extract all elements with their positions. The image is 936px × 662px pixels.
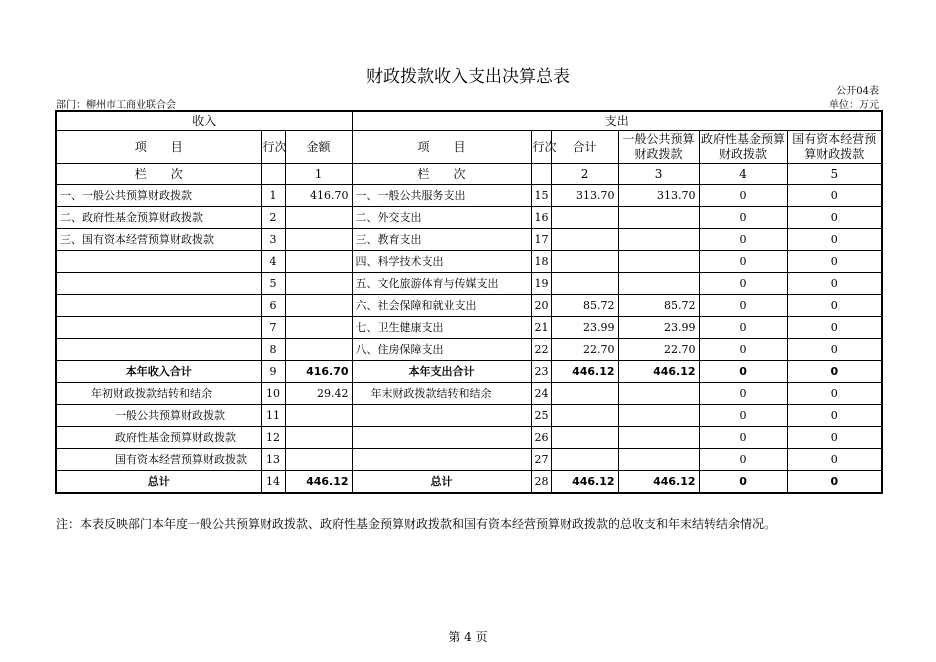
income-item-cell: 一、一般公共预算财政拨款: [56, 185, 261, 207]
page-number: 第 4 页: [448, 630, 488, 644]
total-header: 合计: [551, 131, 618, 164]
income-row-no-cell: 12: [261, 427, 285, 449]
budget-table: [55, 110, 883, 494]
table-row: [56, 207, 882, 229]
col-number-1: 1: [285, 164, 352, 185]
total-cell: [551, 251, 618, 273]
carryover-row: [56, 449, 882, 471]
income-item-cell: [56, 295, 261, 317]
expense-row-no-cell: 26: [531, 427, 551, 449]
income-row-no-cell: 1: [261, 185, 285, 207]
state-capital-cell: 0: [787, 405, 882, 427]
income-amount-cell: [285, 229, 352, 251]
income-amount-cell: 416.70: [285, 185, 352, 207]
expense-item-cell: 六、社会保障和就业支出: [352, 295, 531, 317]
gov-fund-cell: 0: [699, 361, 787, 383]
carryover-row: [56, 405, 882, 427]
expense-item-cell: 八、住房保障支出: [352, 339, 531, 361]
carryover-row: [56, 427, 882, 449]
total-cell: [551, 273, 618, 295]
income-amount-cell: 416.70: [285, 361, 352, 383]
state-capital-cell: 0: [787, 207, 882, 229]
general-budget-cell: [618, 273, 699, 295]
general-budget-cell: 446.12: [618, 361, 699, 383]
total-cell: 446.12: [551, 471, 618, 494]
total-cell: 85.72: [551, 295, 618, 317]
state-capital-cell: 0: [787, 471, 882, 494]
expense-row-no-cell: 18: [531, 251, 551, 273]
general-budget-cell: [618, 207, 699, 229]
total-cell: [551, 383, 618, 405]
state-capital-cell: 0: [787, 317, 882, 339]
total-cell: [551, 427, 618, 449]
income-amount-cell: [285, 339, 352, 361]
expense-header: 支出: [352, 111, 882, 131]
expense-row-no-cell: 15: [531, 185, 551, 207]
expense-item-cell: 七、卫生健康支出: [352, 317, 531, 339]
expense-row-no-cell: 28: [531, 471, 551, 494]
income-row-no-cell: 2: [261, 207, 285, 229]
total-cell: 446.12: [551, 361, 618, 383]
expense-row-no-cell: 20: [531, 295, 551, 317]
income-row-no-header: 行次: [261, 131, 285, 164]
table-row: [56, 251, 882, 273]
income-row-no-cell: 8: [261, 339, 285, 361]
expense-item-header: 项 目: [352, 131, 531, 164]
income-row-no-cell: 6: [261, 295, 285, 317]
state-capital-cell: 0: [787, 229, 882, 251]
income-amount-cell: [285, 273, 352, 295]
gov-fund-cell: 0: [699, 185, 787, 207]
table-row: [56, 273, 882, 295]
income-row-no-cell: 10: [261, 383, 285, 405]
amount-header: 金额: [285, 131, 352, 164]
general-budget-header: 一般公共预算财政拨款: [618, 131, 699, 164]
gov-fund-cell: 0: [699, 295, 787, 317]
income-item-cell: 国有资本经营预算财政拨款: [56, 449, 261, 471]
general-budget-cell: 22.70: [618, 339, 699, 361]
expense-row-no-cell: 25: [531, 405, 551, 427]
general-budget-cell: 446.12: [618, 471, 699, 494]
income-item-cell: [56, 273, 261, 295]
income-item-cell: 本年收入合计: [56, 361, 261, 383]
gov-fund-cell: 0: [699, 471, 787, 494]
column-label: 栏 次: [56, 164, 261, 185]
state-capital-cell: 0: [787, 339, 882, 361]
expense-item-cell: 总计: [352, 471, 531, 494]
total-cell: [551, 449, 618, 471]
annual-total-row: [56, 361, 882, 383]
col-number-2: 2: [551, 164, 618, 185]
expense-item-cell: 三、教育支出: [352, 229, 531, 251]
income-amount-cell: [285, 405, 352, 427]
expense-row-no-header: 行次: [531, 131, 551, 164]
income-item-cell: 总计: [56, 471, 261, 494]
state-capital-cell: 0: [787, 295, 882, 317]
income-item-cell: 二、政府性基金预算财政拨款: [56, 207, 261, 229]
column-label-2: 栏 次: [352, 164, 531, 185]
gov-fund-header: 政府性基金预算财政拨款: [699, 131, 787, 164]
expense-row-no-cell: 19: [531, 273, 551, 295]
state-capital-cell: 0: [787, 361, 882, 383]
total-cell: [551, 207, 618, 229]
expense-row-no-cell: 27: [531, 449, 551, 471]
gov-fund-cell: 0: [699, 207, 787, 229]
income-item-cell: 一般公共预算财政拨款: [56, 405, 261, 427]
income-amount-cell: [285, 449, 352, 471]
expense-item-cell: 四、科学技术支出: [352, 251, 531, 273]
col-number-4: 4: [699, 164, 787, 185]
expense-row-no-cell: 21: [531, 317, 551, 339]
general-budget-cell: [618, 229, 699, 251]
carryover-row: [56, 383, 882, 405]
expense-item-cell: [352, 405, 531, 427]
table-row: [56, 229, 882, 251]
income-item-cell: 三、国有资本经营预算财政拨款: [56, 229, 261, 251]
general-budget-cell: [618, 383, 699, 405]
general-budget-cell: [618, 427, 699, 449]
income-row-no-cell: 7: [261, 317, 285, 339]
col-number-5: 5: [787, 164, 882, 185]
expense-item-cell: 五、文化旅游体育与传媒支出: [352, 273, 531, 295]
general-budget-cell: 23.99: [618, 317, 699, 339]
section-header-row: [56, 111, 882, 131]
income-row-no-cell: 3: [261, 229, 285, 251]
expense-item-cell: 年末财政拨款结转和结余: [352, 383, 531, 405]
total-cell: [551, 229, 618, 251]
state-capital-header: 国有资本经营预算财政拨款: [787, 131, 882, 164]
table-row: [56, 339, 882, 361]
total-cell: [551, 405, 618, 427]
income-amount-cell: [285, 207, 352, 229]
income-item-cell: [56, 251, 261, 273]
income-row-no-cell: 4: [261, 251, 285, 273]
general-budget-cell: [618, 449, 699, 471]
gov-fund-cell: 0: [699, 229, 787, 251]
income-row-no-cell: 13: [261, 449, 285, 471]
expense-item-cell: 一、一般公共服务支出: [352, 185, 531, 207]
general-budget-cell: 85.72: [618, 295, 699, 317]
state-capital-cell: 0: [787, 427, 882, 449]
income-row-no-cell: 11: [261, 405, 285, 427]
state-capital-cell: 0: [787, 185, 882, 207]
gov-fund-cell: 0: [699, 405, 787, 427]
income-amount-cell: [285, 295, 352, 317]
expense-row-no-cell: 24: [531, 383, 551, 405]
income-row-no-cell: 5: [261, 273, 285, 295]
income-amount-cell: 29.42: [285, 383, 352, 405]
gov-fund-cell: 0: [699, 273, 787, 295]
income-header: 收入: [56, 111, 352, 131]
income-amount-cell: [285, 251, 352, 273]
gov-fund-cell: 0: [699, 317, 787, 339]
total-cell: 23.99: [551, 317, 618, 339]
expense-item-cell: 二、外交支出: [352, 207, 531, 229]
table-row: [56, 295, 882, 317]
unit-label: 单位：万元: [829, 100, 879, 111]
col-number-3: 3: [618, 164, 699, 185]
gov-fund-cell: 0: [699, 427, 787, 449]
state-capital-cell: 0: [787, 449, 882, 471]
income-amount-cell: [285, 317, 352, 339]
expense-item-cell: [352, 449, 531, 471]
total-cell: 313.70: [551, 185, 618, 207]
gov-fund-cell: 0: [699, 383, 787, 405]
gov-fund-cell: 0: [699, 339, 787, 361]
table-row: [56, 317, 882, 339]
column-number-row: [56, 164, 882, 185]
general-budget-cell: [618, 405, 699, 427]
expense-row-no-cell: 22: [531, 339, 551, 361]
gov-fund-cell: 0: [699, 251, 787, 273]
gov-fund-cell: 0: [699, 449, 787, 471]
general-budget-cell: 313.70: [618, 185, 699, 207]
column-header-row: [56, 131, 882, 164]
expense-row-no-cell: 23: [531, 361, 551, 383]
income-amount-cell: [285, 427, 352, 449]
department-label: 部门：柳州市工商业联合会: [56, 100, 176, 111]
income-amount-cell: 446.12: [285, 471, 352, 494]
total-cell: 22.70: [551, 339, 618, 361]
income-item-cell: 政府性基金预算财政拨款: [56, 427, 261, 449]
income-row-no-cell: 14: [261, 471, 285, 494]
income-item-header: 项 目: [56, 131, 261, 164]
expense-row-no-cell: 17: [531, 229, 551, 251]
income-item-cell: [56, 317, 261, 339]
grand-total-row: [56, 471, 882, 494]
income-item-cell: [56, 339, 261, 361]
footnote: 注：本表反映部门本年度一般公共预算财政拨款、政府性基金预算财政拨款和国有资本经营预算财政拨款的总收支和年末结转结余情况。: [56, 517, 777, 531]
form-code: 公开04表: [836, 86, 879, 97]
state-capital-cell: 0: [787, 251, 882, 273]
expense-row-no-cell: 16: [531, 207, 551, 229]
income-item-cell: 年初财政拨款结转和结余: [56, 383, 261, 405]
expense-item-cell: [352, 427, 531, 449]
general-budget-cell: [618, 251, 699, 273]
expense-item-cell: 本年支出合计: [352, 361, 531, 383]
state-capital-cell: 0: [787, 273, 882, 295]
table-row: [56, 185, 882, 207]
income-row-no-cell: 9: [261, 361, 285, 383]
state-capital-cell: 0: [787, 383, 882, 405]
report-title: 财政拨款收入支出决算总表: [366, 67, 570, 87]
